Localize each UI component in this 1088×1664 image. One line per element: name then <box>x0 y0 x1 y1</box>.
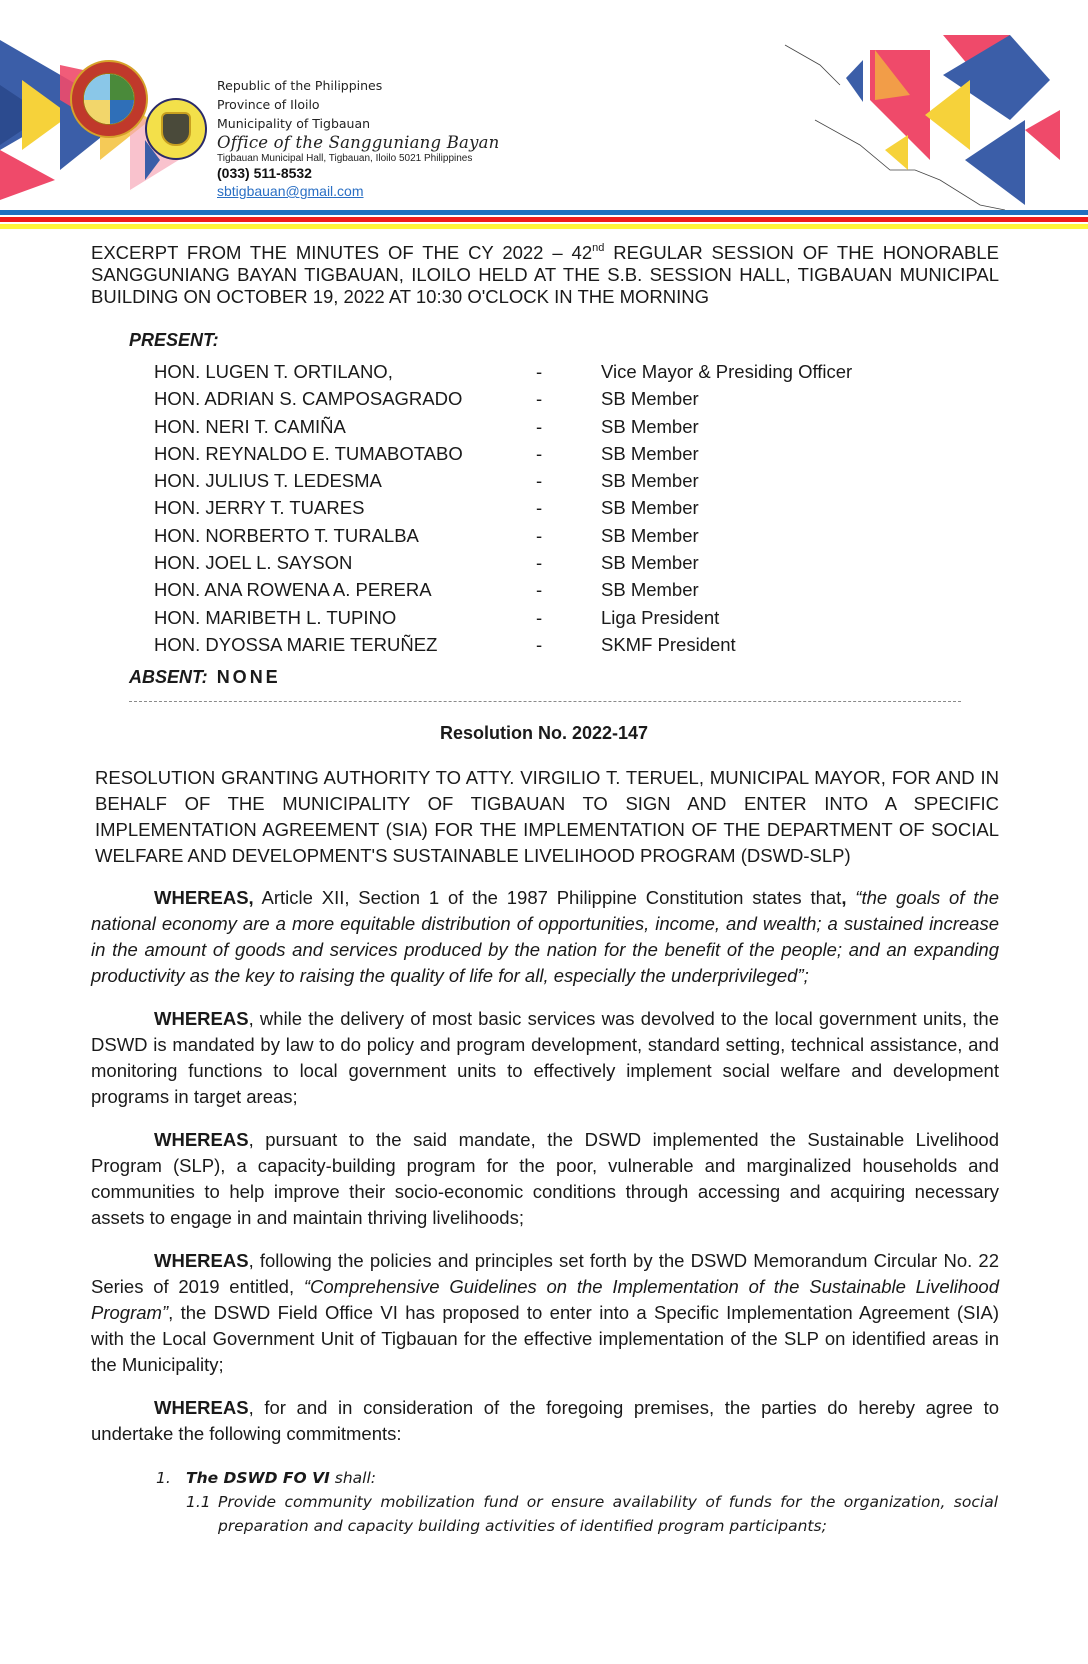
header-stripe-red <box>0 217 1088 222</box>
commitment-item-number: 1.1 <box>186 1493 211 1511</box>
decorative-triangles-right <box>780 20 1088 210</box>
commitment-party: The DSWD FO VI <box>186 1469 330 1487</box>
member-separator: - <box>536 579 543 601</box>
office-phone: (033) 511-8532 <box>217 165 312 181</box>
office-address: Tigbauan Municipal Hall, Tigbauan, Iloilo 5021 Philippines <box>217 153 473 164</box>
member-role: SB Member <box>601 497 699 519</box>
absent-line <box>129 667 281 688</box>
header-stripe-yellow <box>0 224 1088 229</box>
commitment-heading <box>156 1466 376 1490</box>
letterhead-header <box>0 0 1088 232</box>
whereas-text: Article XII, Section 1 of the 1987 Philippine Constitution states that <box>253 887 842 908</box>
member-separator: - <box>536 606 543 628</box>
member-role: SB Member <box>601 579 699 601</box>
attendance-row <box>154 386 914 413</box>
member-name: HON. LUGEN T. ORTILANO, <box>154 361 393 382</box>
member-role: SKMF President <box>601 633 736 655</box>
member-separator: - <box>536 633 543 655</box>
member-role: Liga President <box>601 606 720 628</box>
attendance-row <box>154 441 914 468</box>
excerpt-part2: REGULAR SESSION OF THE HONORABLE SANGGUNIANG BAYAN TIGBAUAN, ILOILO HELD AT THE S.B. SESSION HALL, TIGBAUAN MUNICIPAL BUILDING ON OCTOBER 19, 2022 AT 10:30 O'CLOCK IN THE MORNING <box>91 242 999 307</box>
commitment-number: 1. <box>156 1469 171 1487</box>
whereas-text-after: , the DSWD Field Office VI has proposed to enter into a Specific Implementation Agreement (SIA) with the Local Government Unit of Tigbauan for the effective implementation of the SLP on identified areas in the Municipality; <box>91 1302 999 1375</box>
member-role: SB Member <box>601 388 699 410</box>
excerpt-part1: EXCERPT FROM THE MINUTES OF THE CY 2022 – 42 <box>91 242 593 263</box>
attendance-list <box>154 359 914 659</box>
member-name: HON. NORBERTO T. TURALBA <box>154 524 419 546</box>
member-separator: - <box>536 415 543 437</box>
attendance-row <box>154 577 914 604</box>
attendance-row <box>154 523 914 550</box>
commitment-item-text: Provide community mobilization fund or ensure availability of funds for the organization, social preparation and capacity building activities of identified program participants; <box>218 1493 998 1535</box>
member-separator: - <box>536 470 543 492</box>
member-name: HON. ANA ROWENA A. PERERA <box>154 579 432 601</box>
member-separator: - <box>536 388 543 410</box>
whereas-clause-4 <box>91 1248 999 1378</box>
present-label: PRESENT: <box>129 330 219 350</box>
member-name: HON. DYOSSA MARIE TERUÑEZ <box>154 633 438 655</box>
member-name: HON. JULIUS T. LEDESMA <box>154 470 382 492</box>
whereas-clause-5 <box>91 1395 999 1447</box>
resolution-title: RESOLUTION GRANTING AUTHORITY TO ATTY. VIRGILIO T. TERUEL, MUNICIPAL MAYOR, FOR AND IN BEHALF OF THE MUNICIPALITY OF TIGBAUAN TO SIGN AND ENTER INTO A SPECIFIC IMPLEMENTATION AGREEMENT (SIA) FOR THE IMPLEMENTATION OF THE DEPARTMENT OF SOCIAL WELFARE AND DEVELOPMENT'S SUSTAINABLE LIVELIHOOD PROGRAM (DSWD-SLP) <box>95 767 999 866</box>
member-separator: - <box>536 497 543 519</box>
sangguniang-bayan-seal-logo <box>145 98 207 160</box>
republic-line: Republic of the Philippines <box>217 78 383 93</box>
member-separator: - <box>536 361 543 382</box>
whereas-quote: “the goals of the national economy are a more equitable distribution of opportunities, income, and wealth; a sustained increase in the amount of goods and services produced by the nation for the benefit of the people; and an expanding productivity as the key to raising the quality of life for all, especially the underprivileged”; <box>91 887 1000 986</box>
member-name: HON. NERI T. CAMIÑA <box>154 415 346 437</box>
attendance-row <box>154 632 914 659</box>
member-name: HON. MARIBETH L. TUPINO <box>154 606 397 628</box>
whereas-lead: WHEREAS <box>154 1129 249 1150</box>
whereas-lead: WHEREAS, <box>154 887 254 908</box>
municipality-seal-logo <box>70 60 148 138</box>
letterhead-text <box>217 76 499 200</box>
member-separator: - <box>536 552 543 574</box>
attendance-row <box>154 359 914 386</box>
minutes-excerpt-heading <box>91 242 999 308</box>
member-role: Vice Mayor & Presiding Officer <box>601 361 853 382</box>
whereas-quote: “Comprehensive Guidelines on the Implementation of the Sustainable Livelihood Program” <box>91 1276 999 1323</box>
office-name: Office of the Sangguniang Bayan <box>217 133 500 152</box>
absent-label: ABSENT: <box>129 667 208 687</box>
member-separator: - <box>536 524 543 546</box>
header-stripe-blue <box>0 210 1088 215</box>
municipality-line: Municipality of Tigbauan <box>217 116 371 131</box>
member-name: HON. JERRY T. TUARES <box>154 497 365 519</box>
attendance-row <box>154 605 914 632</box>
attendance-row <box>154 550 914 577</box>
member-name: HON. REYNALDO E. TUMABOTABO <box>154 442 463 464</box>
province-line: Province of Iloilo <box>217 97 320 112</box>
commitment-verb: shall: <box>329 1469 377 1487</box>
member-role: SB Member <box>601 442 699 464</box>
whereas-clause-3 <box>91 1127 999 1231</box>
member-separator: - <box>536 442 543 464</box>
whereas-text: , following the policies and principles set forth by the DSWD Memorandum Circular No. 22 Series of 2019 entitled, <box>91 1250 999 1297</box>
member-name: HON. ADRIAN S. CAMPOSAGRADO <box>154 388 463 410</box>
member-name: HON. JOEL L. SAYSON <box>154 552 353 574</box>
whereas-lead: WHEREAS <box>154 1250 249 1271</box>
whereas-comma: , <box>841 887 847 908</box>
excerpt-ordinal: nd <box>592 242 605 254</box>
member-role: SB Member <box>601 415 699 437</box>
attendance-row <box>154 414 914 441</box>
attendance-row <box>154 495 914 522</box>
whereas-text: , while the delivery of most basic services was devolved to the local government units, the DSWD is mandated by law to do policy and program development, standard setting, technical assistance, and monitoring functions to local government units to effectively implement social welfare and development programs in target areas; <box>91 1008 999 1107</box>
whereas-text: , pursuant to the said mandate, the DSWD implemented the Sustainable Livelihood Program (SLP), a capacity-building program for the poor, vulnerable and marginalized households and communities to help improve their socio-economic conditions through accessing and acquiring necessary assets to engage in and maintain thriving livelihoods; <box>91 1129 999 1228</box>
member-role: SB Member <box>601 470 699 492</box>
member-role: SB Member <box>601 524 699 546</box>
member-role: SB Member <box>601 552 699 574</box>
attendance-row <box>154 468 914 495</box>
dashed-divider <box>129 701 961 702</box>
resolution-number: Resolution No. 2022-147 <box>439 723 649 743</box>
office-email-link[interactable]: sbtigbauan@gmail.com <box>217 183 364 199</box>
commitment-item <box>186 1490 998 1538</box>
absent-value: NONE <box>216 667 281 687</box>
whereas-lead: WHEREAS <box>154 1008 249 1029</box>
whereas-lead: WHEREAS <box>154 1397 249 1418</box>
whereas-clause-1 <box>91 885 999 989</box>
whereas-text: , for and in consideration of the foregoing premises, the parties do hereby agree to undertake the following commitments: <box>91 1397 999 1444</box>
whereas-clause-2 <box>91 1006 999 1110</box>
